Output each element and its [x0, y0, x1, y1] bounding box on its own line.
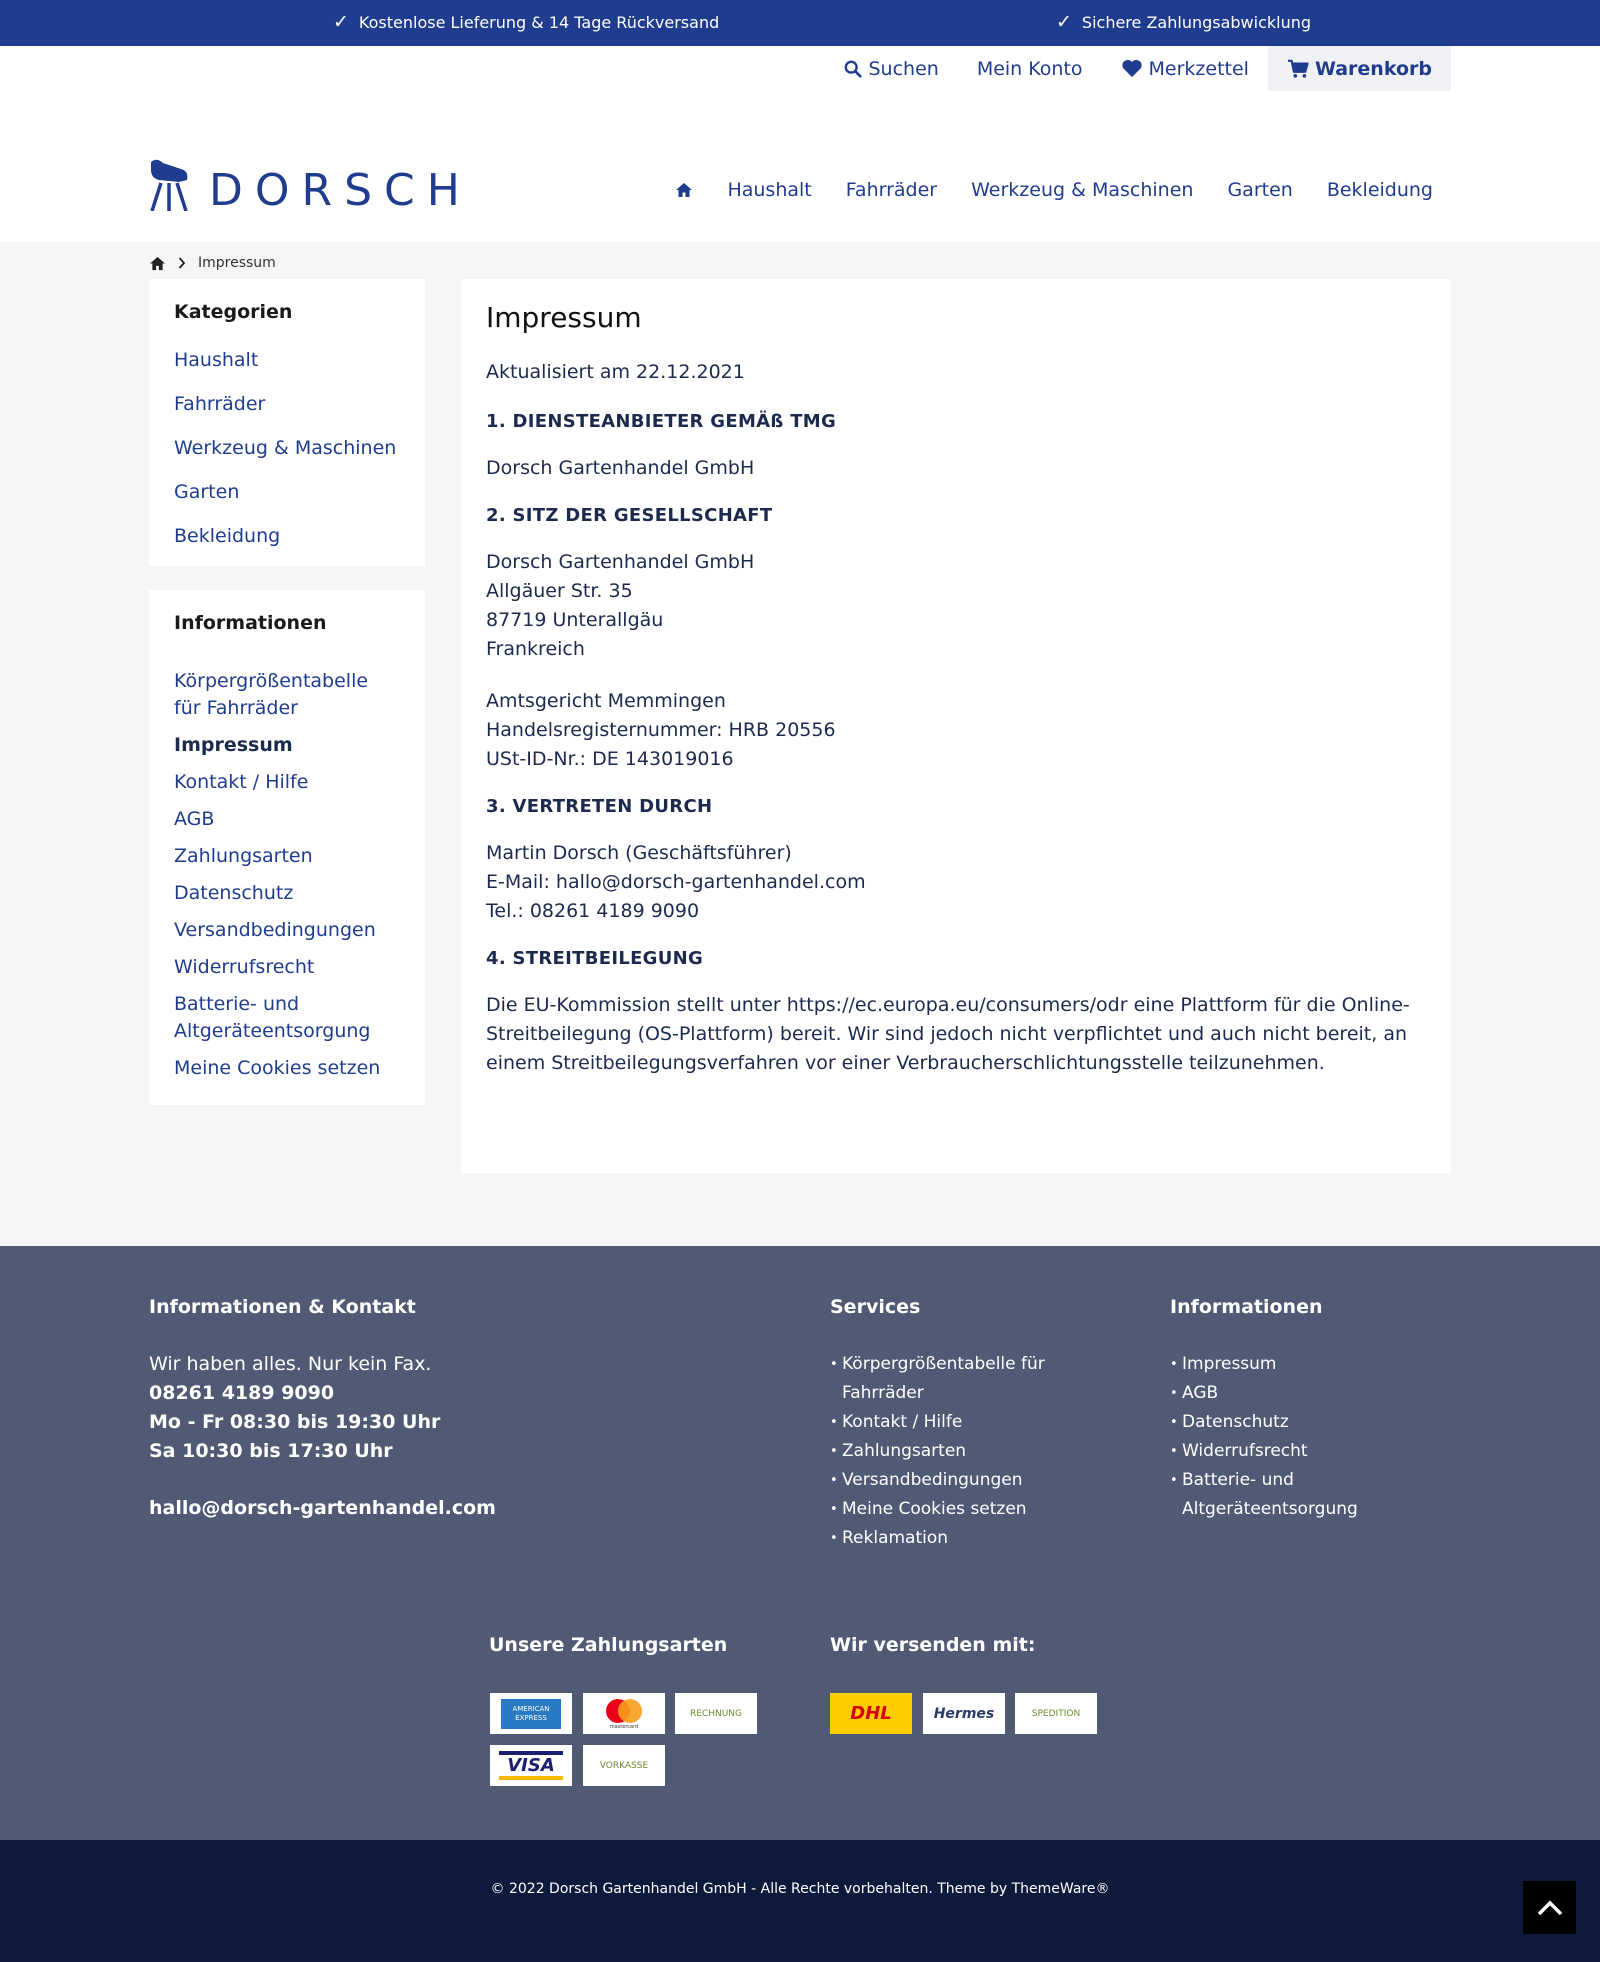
sidebar-item-fahrraeder[interactable]: Fahrräder — [174, 393, 266, 415]
sidebar-link-datenschutz[interactable]: Datenschutz — [174, 882, 294, 904]
dispute-text: Die EU-Kommission stellt unter https://ec.europa.eu/consumers/odr eine Plattform für die Online-Streitbeilegung (OS-Plattform) bereit. Wir sind jedoch nicht verpflichtet und auch nicht bereit, an einem Streitbeilegungsverfahren vor einer Verbraucherschlichtungsstelle teilzunehmen. — [486, 994, 1410, 1074]
footer — [0, 1246, 1600, 1840]
contact-tagline: Wir haben alles. Nur kein Fax. — [149, 1353, 432, 1375]
sidebar-link-zahlungsarten[interactable]: Zahlungsarten — [174, 845, 313, 867]
main-nav — [675, 179, 1433, 201]
mastercard-logo — [603, 1698, 645, 1724]
breadcrumb-current: Impressum — [198, 255, 276, 271]
sidebar-link-batterie[interactable]: Batterie- und Altgeräteentsorgung — [174, 993, 371, 1042]
sidebar-link-koerpergroesse[interactable]: Körpergrößentabelle für Fahrräder — [174, 670, 369, 719]
page-title: Impressum — [486, 301, 642, 334]
register-line: Amtsgericht Memmingen — [486, 690, 726, 712]
account-button[interactable] — [958, 46, 1102, 91]
usp-text: Kostenlose Lieferung & 14 Tage Rückversand — [358, 13, 720, 32]
payment-mastercard — [583, 1693, 665, 1734]
cart-button[interactable] — [1268, 46, 1451, 91]
usp-item-payment — [1056, 13, 1311, 32]
wishlist-label: Merkzettel — [1148, 57, 1249, 80]
home-icon[interactable] — [675, 182, 693, 198]
footer-services-title: Services — [830, 1296, 921, 1318]
footer-link[interactable]: • Meine Cookies setzen — [830, 1495, 1060, 1524]
logo[interactable] — [149, 159, 472, 216]
section-heading: 2. SITZ DER GESELLSCHAFT — [486, 505, 773, 526]
search-icon — [844, 60, 862, 78]
wishlist-button[interactable] — [1102, 46, 1268, 91]
impressum-content — [461, 279, 1451, 1173]
footer-link[interactable]: • Impressum — [1170, 1350, 1460, 1379]
shipping-spedition — [1015, 1693, 1097, 1734]
checkmark-icon: ✓ — [1056, 11, 1072, 33]
usp-text: Sichere Zahlungsabwicklung — [1081, 13, 1312, 32]
address-line: Allgäuer Str. 35 — [486, 580, 633, 602]
footer-link[interactable]: • Körpergrößentabelle für Fahrräder — [830, 1350, 1060, 1408]
footer-link[interactable]: • Datenschutz — [1170, 1408, 1460, 1437]
sidebar-link-versand[interactable]: Versandbedingungen — [174, 919, 376, 941]
updated-date: Aktualisiert am 22.12.2021 — [486, 361, 745, 383]
sidebar-item-bekleidung[interactable]: Bekleidung — [174, 525, 281, 547]
sidebar-info-title: Informationen — [174, 612, 327, 634]
footer-link[interactable]: • Zahlungsarten — [830, 1437, 1060, 1466]
footer-contact-title: Informationen & Kontakt — [149, 1296, 416, 1318]
contact-email[interactable]: hallo@dorsch-gartenhandel.com — [149, 1497, 496, 1519]
hermes-logo: Hermes — [933, 1705, 995, 1722]
header — [0, 46, 1600, 271]
chevron-right-icon — [178, 257, 186, 269]
sidebar-link-cookies[interactable]: Meine Cookies setzen — [174, 1057, 381, 1079]
usp-item-shipping — [333, 13, 719, 32]
contact-phone[interactable]: 08261 4189 9090 — [149, 1382, 335, 1404]
amex-logo: AMERICAN EXPRESS — [501, 1699, 561, 1729]
payment-amex — [490, 1693, 572, 1734]
vorkasse-label: VORKASSE — [599, 1760, 649, 1771]
footer-link[interactable]: • Widerrufsrecht — [1170, 1437, 1460, 1466]
address-block — [486, 548, 1426, 664]
search-button[interactable] — [825, 46, 957, 91]
nav-item-haushalt[interactable]: Haushalt — [727, 179, 812, 201]
footer-link[interactable]: • Batterie- und Altgeräteentsorgung — [1170, 1466, 1460, 1524]
spedition-label: SPEDITION — [1031, 1708, 1081, 1719]
provider-name: Dorsch Gartenhandel GmbH — [486, 457, 755, 479]
cart-icon — [1287, 59, 1309, 79]
dhl-logo: DHL — [850, 1703, 892, 1724]
shipping-title: Wir versenden mit: — [830, 1634, 1036, 1656]
nav-item-garten[interactable]: Garten — [1227, 179, 1293, 201]
sidebar-link-impressum[interactable]: Impressum — [174, 734, 293, 756]
footer-info-title: Informationen — [1170, 1296, 1323, 1318]
representative-line: Martin Dorsch (Geschäftsführer) — [486, 842, 792, 864]
payment-rechnung — [675, 1693, 757, 1734]
section-heading: 3. VERTRETEN DURCH — [486, 796, 713, 817]
address-line: 87719 Unterallgäu — [486, 609, 664, 631]
nav-item-bekleidung[interactable]: Bekleidung — [1326, 179, 1433, 201]
sidebar-item-garten[interactable]: Garten — [174, 481, 240, 503]
search-label: Suchen — [868, 57, 939, 80]
copyright-text: © 2022 Dorsch Gartenhandel GmbH - Alle Rechte vorbehalten. Theme by ThemeWare® — [490, 1881, 1110, 1897]
register-block — [486, 687, 1426, 774]
usp-bar — [0, 0, 1600, 46]
chevron-up-icon — [1537, 1900, 1563, 1916]
footer-info-list — [1170, 1350, 1460, 1524]
home-icon[interactable] — [149, 256, 166, 271]
sidebar-item-werkzeug[interactable]: Werkzeug & Maschinen — [174, 437, 397, 459]
footer-contact — [149, 1350, 496, 1523]
nav-item-fahrraeder[interactable]: Fahrräder — [845, 179, 938, 201]
sidebar-categories — [149, 279, 425, 566]
sidebar-informationen — [149, 590, 425, 1105]
sidebar-link-widerruf[interactable]: Widerrufsrecht — [174, 956, 315, 978]
copyright-bar — [0, 1840, 1600, 1962]
address-line: Frankreich — [486, 638, 585, 660]
rechnung-label: RECHNUNG — [689, 1708, 743, 1719]
payment-visa — [490, 1745, 572, 1786]
visa-logo: VISA — [499, 1751, 563, 1780]
representative-line: Tel.: 08261 4189 9090 — [486, 900, 700, 922]
nav-item-werkzeug[interactable]: Werkzeug & Maschinen — [971, 179, 1194, 201]
shipping-hermes — [923, 1693, 1005, 1734]
sidebar-link-agb[interactable]: AGB — [174, 808, 215, 830]
register-line: Handelsregisternummer: HRB 20556 — [486, 719, 836, 741]
footer-link[interactable]: • Kontakt / Hilfe — [830, 1408, 1060, 1437]
shipping-dhl — [830, 1693, 912, 1734]
account-label: Mein Konto — [976, 57, 1083, 80]
breadcrumb — [149, 255, 276, 271]
footer-link[interactable]: • Versandbedingungen — [830, 1466, 1060, 1495]
representative-block — [486, 839, 1426, 926]
footer-link[interactable]: • Reklamation — [830, 1524, 1060, 1553]
contact-hours: Sa 10:30 bis 17:30 Uhr — [149, 1440, 393, 1462]
address-line: Dorsch Gartenhandel GmbH — [486, 551, 755, 573]
scroll-to-top-button[interactable] — [1523, 1881, 1576, 1934]
sidebar-item-haushalt[interactable]: Haushalt — [174, 349, 259, 371]
sidebar-link-kontakt[interactable]: Kontakt / Hilfe — [174, 771, 309, 793]
footer-services-list — [830, 1350, 1060, 1553]
meta-nav — [825, 46, 1451, 91]
payment-vorkasse — [583, 1745, 665, 1786]
sidebar-categories-title: Kategorien — [174, 301, 293, 323]
checkmark-icon: ✓ — [333, 11, 349, 33]
logo-text: DORSCH — [209, 165, 472, 216]
section-heading: 1. DIENSTEANBIETER GEMÄß TMG — [486, 411, 837, 432]
payment-title: Unsere Zahlungsarten — [489, 1634, 728, 1656]
representative-line: E-Mail: hallo@dorsch-gartenhandel.com — [486, 871, 866, 893]
heart-icon — [1121, 59, 1143, 78]
cart-label: Warenkorb — [1314, 57, 1432, 80]
register-line: USt-ID-Nr.: DE 143019016 — [486, 748, 734, 770]
mastercard-label: mastercard — [609, 1723, 639, 1730]
section-heading: 4. STREITBEILEGUNG — [486, 948, 704, 969]
logo-icon — [149, 159, 189, 211]
footer-link[interactable]: • AGB — [1170, 1379, 1460, 1408]
contact-hours: Mo - Fr 08:30 bis 19:30 Uhr — [149, 1411, 441, 1433]
